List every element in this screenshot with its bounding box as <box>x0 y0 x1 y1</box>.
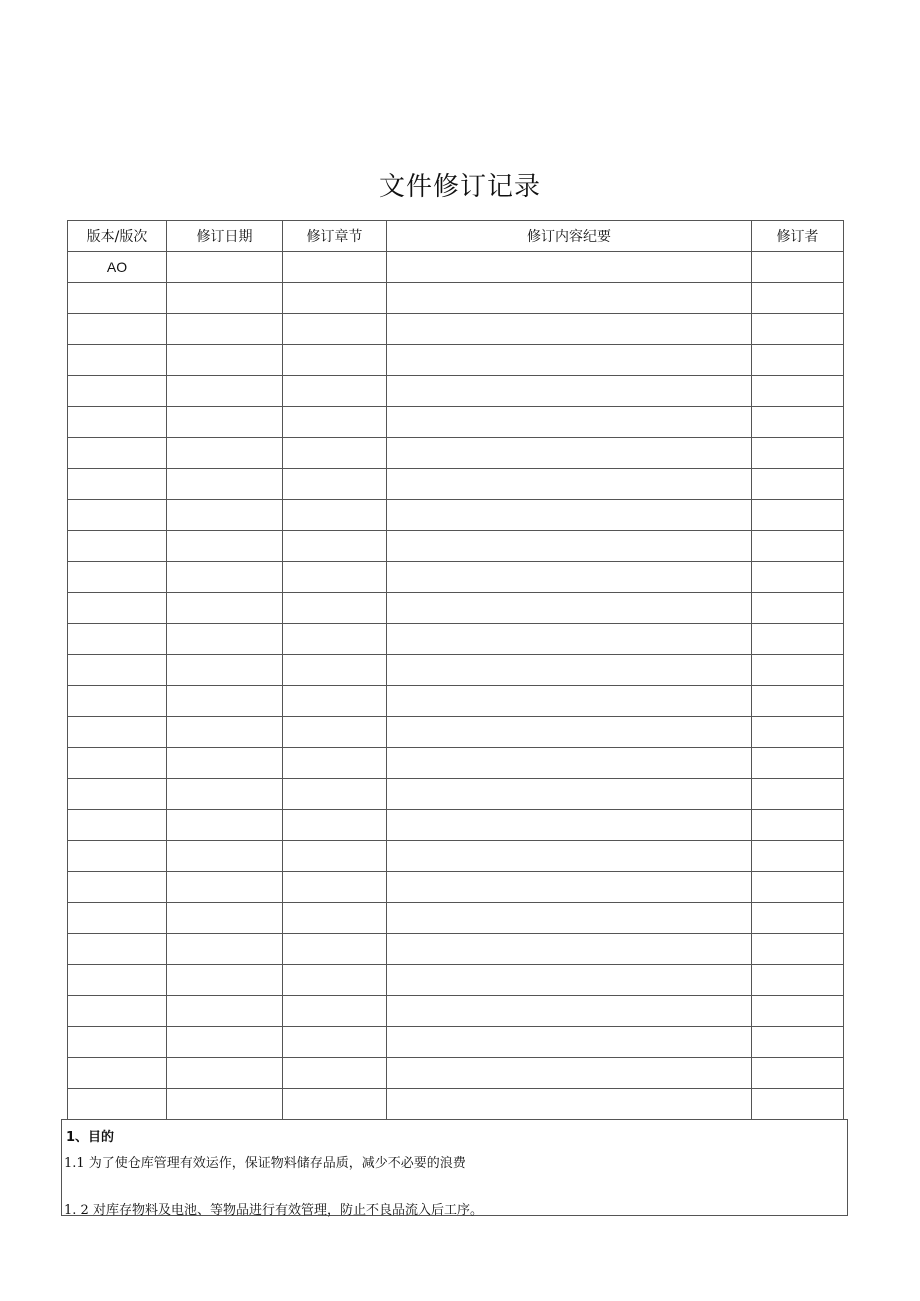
table-cell <box>387 624 752 655</box>
table-cell <box>283 407 387 438</box>
table-cell <box>752 252 844 283</box>
table-cell <box>752 717 844 748</box>
table-cell <box>387 252 752 283</box>
table-row <box>68 1027 844 1058</box>
table-cell <box>283 562 387 593</box>
purpose-item-1-1: 1.1 为了使仓库管理有效运作，保证物料储存品质，减少不必要的浪费 <box>64 1156 466 1171</box>
table-cell <box>283 655 387 686</box>
table-row <box>68 903 844 934</box>
table-cell <box>387 686 752 717</box>
table-cell <box>68 748 167 779</box>
table-cell <box>283 748 387 779</box>
table-cell <box>167 345 283 376</box>
table-cell <box>68 934 167 965</box>
table-cell <box>752 407 844 438</box>
table-cell <box>68 841 167 872</box>
table-cell <box>283 469 387 500</box>
table-cell <box>752 748 844 779</box>
header-reviser: 修订者 <box>752 221 844 252</box>
table-cell <box>167 252 283 283</box>
table-cell <box>387 438 752 469</box>
table-cell <box>68 469 167 500</box>
table-cell <box>68 996 167 1027</box>
table-cell <box>387 1027 752 1058</box>
table-cell <box>68 562 167 593</box>
table-cell <box>752 624 844 655</box>
table-cell <box>752 283 844 314</box>
table-cell <box>68 531 167 562</box>
table-cell <box>167 965 283 996</box>
table-cell <box>387 965 752 996</box>
table-cell <box>68 1058 167 1089</box>
table-cell <box>752 562 844 593</box>
table-cell <box>68 500 167 531</box>
table-cell <box>752 314 844 345</box>
table-cell <box>68 717 167 748</box>
table-cell <box>283 438 387 469</box>
document-title: 文件修订记录 <box>378 172 541 202</box>
table-row <box>68 624 844 655</box>
table-cell <box>68 624 167 655</box>
table-row <box>68 531 844 562</box>
table-cell <box>167 283 283 314</box>
table-row <box>68 1058 844 1089</box>
table-row <box>68 655 844 686</box>
table-cell <box>167 686 283 717</box>
table-cell <box>752 500 844 531</box>
table-cell <box>387 996 752 1027</box>
table-row <box>68 376 844 407</box>
table-cell <box>752 345 844 376</box>
table-cell <box>752 810 844 841</box>
table-row <box>68 345 844 376</box>
revision-table <box>67 220 844 1120</box>
table-cell <box>752 655 844 686</box>
table-cell <box>283 872 387 903</box>
table-cell <box>167 500 283 531</box>
table-cell <box>387 562 752 593</box>
table-cell <box>387 283 752 314</box>
table-cell <box>283 252 387 283</box>
table-cell <box>387 469 752 500</box>
table-cell <box>167 748 283 779</box>
table-cell <box>167 562 283 593</box>
table-cell <box>752 531 844 562</box>
table-cell <box>167 407 283 438</box>
purpose-section <box>61 1119 848 1216</box>
table-cell <box>283 903 387 934</box>
table-cell <box>167 624 283 655</box>
table-cell <box>283 531 387 562</box>
table-cell <box>752 469 844 500</box>
table-row <box>68 779 844 810</box>
table-cell <box>167 717 283 748</box>
table-cell <box>283 686 387 717</box>
table-cell <box>752 934 844 965</box>
table-cell <box>752 1027 844 1058</box>
table-cell <box>167 903 283 934</box>
table-cell <box>387 655 752 686</box>
table-cell <box>167 314 283 345</box>
table-row <box>68 934 844 965</box>
table-row <box>68 438 844 469</box>
table-cell <box>283 934 387 965</box>
table-cell <box>68 407 167 438</box>
table-cell <box>167 779 283 810</box>
table-cell <box>283 779 387 810</box>
table-cell <box>752 686 844 717</box>
table-cell <box>387 748 752 779</box>
table-cell <box>167 469 283 500</box>
table-cell <box>68 810 167 841</box>
table-cell <box>387 376 752 407</box>
table-cell <box>68 686 167 717</box>
table-cell <box>68 345 167 376</box>
table-cell <box>283 1089 387 1120</box>
table-cell <box>68 872 167 903</box>
table-cell <box>387 903 752 934</box>
table-cell <box>167 1058 283 1089</box>
table-cell <box>752 1089 844 1120</box>
table-cell <box>283 996 387 1027</box>
table-cell <box>387 934 752 965</box>
table-cell <box>283 314 387 345</box>
table-row <box>68 686 844 717</box>
table-row <box>68 593 844 624</box>
table-cell <box>387 779 752 810</box>
revision-table-body <box>68 252 844 1120</box>
table-cell <box>167 996 283 1027</box>
table-cell <box>68 903 167 934</box>
table-cell <box>283 500 387 531</box>
table-cell <box>283 810 387 841</box>
table-row <box>68 283 844 314</box>
table-row <box>68 252 844 283</box>
table-cell <box>752 872 844 903</box>
table-cell <box>752 903 844 934</box>
table-cell <box>387 872 752 903</box>
header-revision-summary: 修订内容纪要 <box>387 221 752 252</box>
table-cell <box>752 965 844 996</box>
table-cell <box>752 593 844 624</box>
table-cell <box>167 655 283 686</box>
table-row <box>68 500 844 531</box>
table-cell <box>68 1089 167 1120</box>
table-cell <box>167 531 283 562</box>
table-cell <box>387 531 752 562</box>
table-cell <box>752 438 844 469</box>
table-cell <box>167 1027 283 1058</box>
table-cell <box>752 376 844 407</box>
table-cell <box>68 779 167 810</box>
table-cell <box>167 872 283 903</box>
table-cell <box>752 996 844 1027</box>
table-cell <box>283 1058 387 1089</box>
table-row <box>68 469 844 500</box>
table-cell <box>68 314 167 345</box>
header-revision-section: 修订章节 <box>283 221 387 252</box>
table-row <box>68 965 844 996</box>
table-cell <box>68 438 167 469</box>
table-cell <box>167 810 283 841</box>
table-cell <box>387 1058 752 1089</box>
table-row <box>68 314 844 345</box>
table-cell <box>167 438 283 469</box>
table-cell <box>283 283 387 314</box>
table-cell: AO <box>68 252 167 283</box>
table-cell <box>68 376 167 407</box>
table-cell <box>68 283 167 314</box>
table-row <box>68 996 844 1027</box>
header-revision-date: 修订日期 <box>167 221 283 252</box>
table-cell <box>283 624 387 655</box>
table-cell <box>68 1027 167 1058</box>
table-row <box>68 717 844 748</box>
table-cell <box>387 1089 752 1120</box>
table-cell <box>68 593 167 624</box>
table-cell <box>387 345 752 376</box>
table-cell <box>283 593 387 624</box>
table-cell <box>283 376 387 407</box>
purpose-heading: 1、目的 <box>66 1130 115 1145</box>
table-cell <box>68 965 167 996</box>
table-cell <box>167 934 283 965</box>
table-row <box>68 1089 844 1120</box>
table-row <box>68 407 844 438</box>
purpose-item-1-2: 1. 2 对库存物料及电池、等物品进行有效管理，防止不良品流入后工序。 <box>64 1203 483 1218</box>
table-cell <box>387 841 752 872</box>
table-cell <box>283 717 387 748</box>
table-cell <box>752 1058 844 1089</box>
table-cell <box>167 841 283 872</box>
table-row <box>68 748 844 779</box>
table-cell <box>283 345 387 376</box>
table-cell <box>387 314 752 345</box>
table-cell <box>752 779 844 810</box>
table-cell <box>752 841 844 872</box>
table-cell <box>387 500 752 531</box>
table-cell <box>387 593 752 624</box>
table-cell <box>167 376 283 407</box>
table-row <box>68 810 844 841</box>
table-header-row <box>68 221 844 252</box>
table-row <box>68 872 844 903</box>
table-cell <box>68 655 167 686</box>
table-cell <box>387 810 752 841</box>
table-row <box>68 562 844 593</box>
table-cell <box>283 965 387 996</box>
table-cell <box>283 1027 387 1058</box>
table-row <box>68 841 844 872</box>
header-version: 版本/版次 <box>68 221 167 252</box>
table-cell <box>387 407 752 438</box>
table-cell <box>167 593 283 624</box>
table-cell <box>283 841 387 872</box>
table-cell <box>167 1089 283 1120</box>
table-cell <box>387 717 752 748</box>
